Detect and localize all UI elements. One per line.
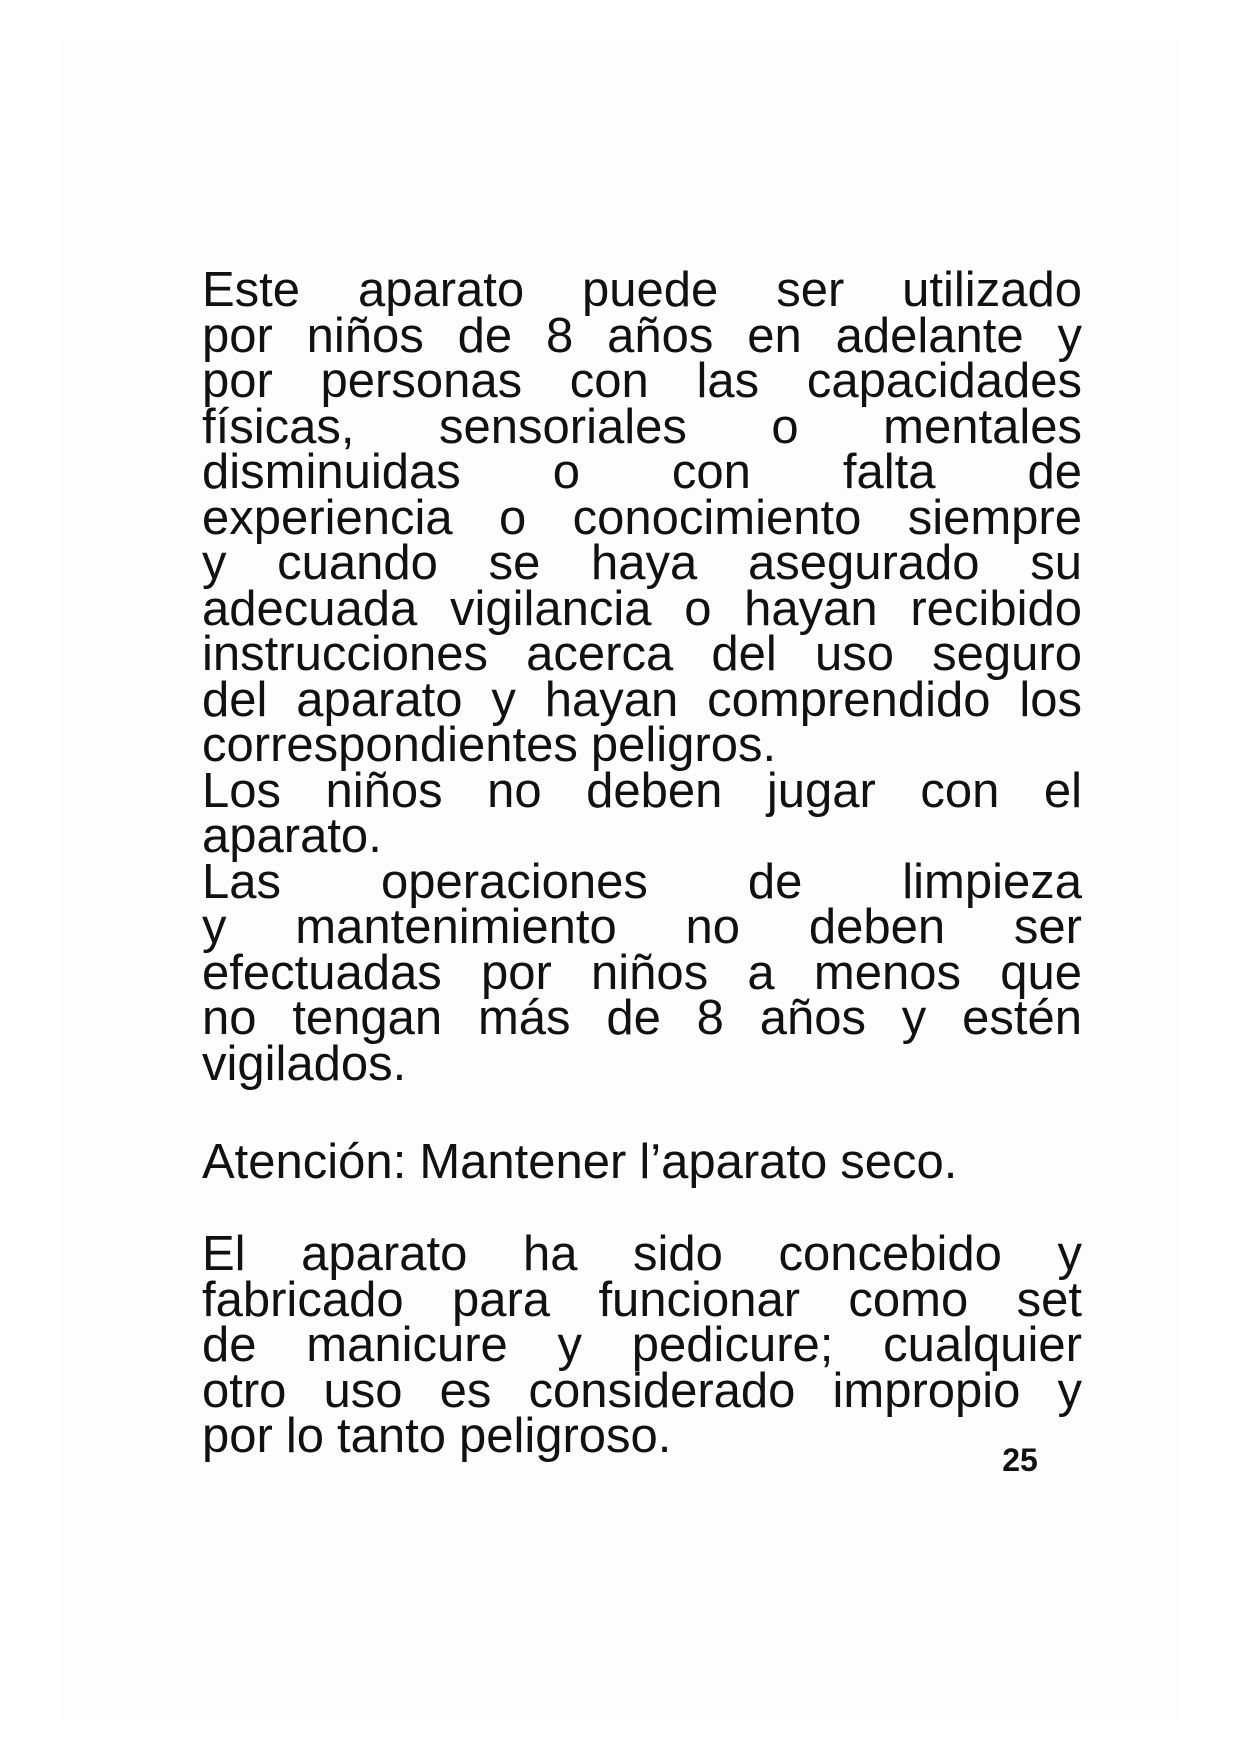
text-line: otro uso es considerado impropio y <box>202 1363 1082 1418</box>
text-line: del aparato y hayan comprendido los <box>202 672 1082 727</box>
text-line: instrucciones acerca del uso seguro <box>202 627 1082 681</box>
text-line: adecuada vigilancia o hayan recibido <box>202 581 1082 636</box>
text-line: experiencia o conocimiento siempre <box>202 490 1082 545</box>
text-line: Este aparato puede ser utilizado <box>202 263 1082 317</box>
text-line: y mantenimiento no deben ser <box>202 900 1082 954</box>
text-line: El aparato ha sido concebido y <box>202 1227 1082 1281</box>
text-line: fabricado para funcionar como set <box>202 1272 1082 1327</box>
text-line: por niños de 8 años en adelante y <box>202 308 1082 363</box>
text-line: físicas, sensoriales o mentales <box>202 399 1082 454</box>
text-line: disminuidas o con falta de <box>202 445 1082 499</box>
text-line: por lo tanto peligroso. <box>202 1409 672 1463</box>
text-line: aparato. <box>202 809 382 863</box>
text-line: efectuadas por niños a menos que <box>202 945 1082 1000</box>
text-line: correspondientes peligros. <box>202 718 777 772</box>
text-line: y cuando se haya asegurado su <box>202 536 1082 590</box>
warning-paragraph <box>202 1135 1082 1189</box>
text-line: Atención: Mantener l’aparato seco. <box>202 1135 958 1189</box>
text-line: Los niños no deben jugar con el <box>202 763 1082 818</box>
page-number: 25 <box>1002 1442 1038 1478</box>
text-line: vigilados. <box>202 1036 407 1091</box>
text-line: de manicure y pedicure; cualquier <box>202 1318 1082 1372</box>
safety-paragraph <box>202 263 1082 1091</box>
text-line: Las operaciones de limpieza <box>202 854 1082 909</box>
intended-use-paragraph <box>202 1227 1082 1463</box>
text-line: no tengan más de 8 años y estén <box>202 991 1082 1045</box>
text-line: por personas con las capacidades <box>202 354 1082 408</box>
